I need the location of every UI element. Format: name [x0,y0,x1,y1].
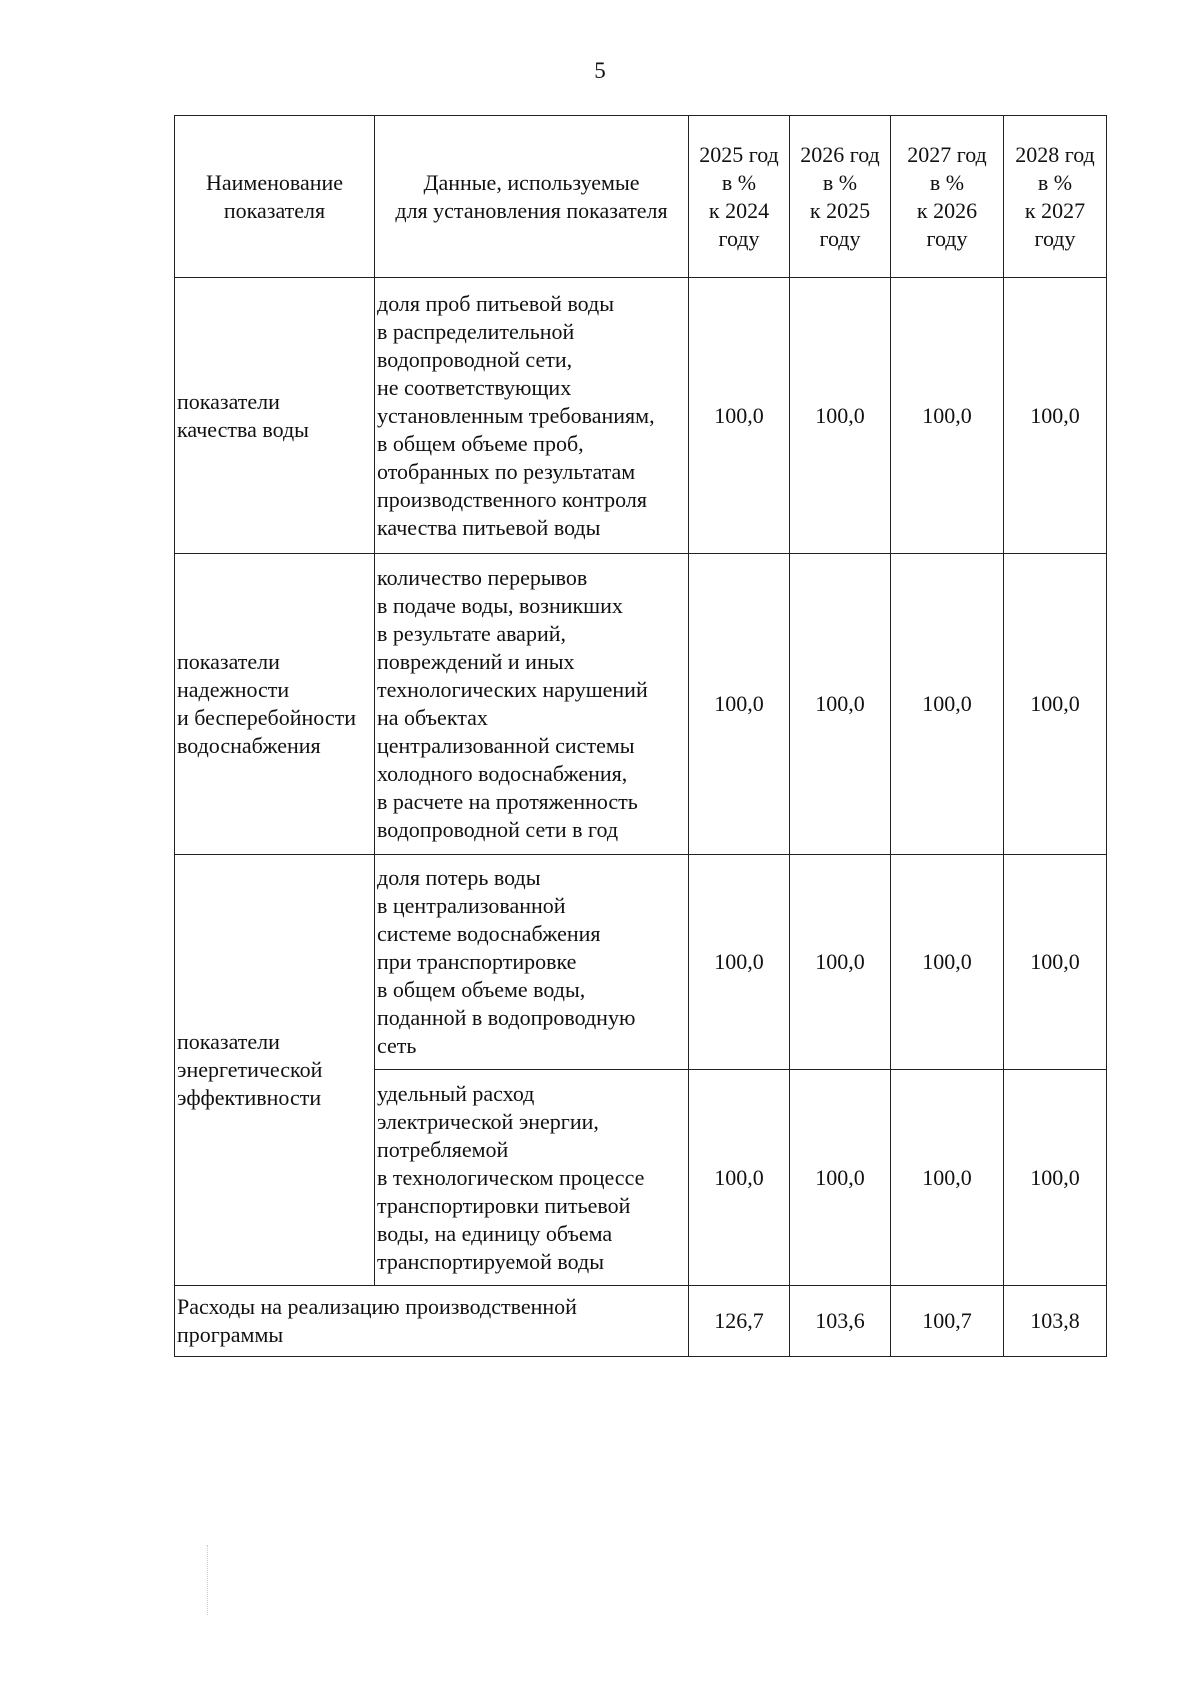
indicator-description: доля потерь воды в централизованной системе водоснабжения при транспортировке в общем объеме воды, поданной в водопроводную сеть [375,855,689,1070]
value-2027: 100,0 [891,855,1004,1070]
value-2026: 100,0 [790,1070,891,1286]
value-2026: 100,0 [790,855,891,1070]
indicator-description: удельный расход электрической энергии, потребляемой в технологическом процессе транспортировки питьевой воды, на единицу объема транспортируемой воды [375,1070,689,1286]
table-total-row [175,1286,1107,1357]
value-2025: 100,0 [689,554,790,855]
header-2028: 2028 год в % к 2027 году [1004,116,1107,278]
table-header-row [175,116,1107,278]
value-2027: 100,0 [891,278,1004,554]
value-2027: 100,0 [891,554,1004,855]
value-2028: 100,0 [1004,554,1107,855]
header-indicator-name: Наименование показателя [175,116,375,278]
value-2026: 100,0 [790,554,891,855]
indicators-table [174,115,1107,1357]
total-2027: 100,7 [891,1286,1004,1357]
total-2025: 126,7 [689,1286,790,1357]
value-2025: 100,0 [689,855,790,1070]
table-row [175,855,1107,1070]
value-2028: 100,0 [1004,855,1107,1070]
page-number: 5 [594,58,606,83]
header-2026: 2026 год в % к 2025 году [790,116,891,278]
total-2028: 103,8 [1004,1286,1107,1357]
scan-artifact [207,1545,209,1615]
indicator-description: доля проб питьевой воды в распределительной водопроводной сети, не соответствующих установленным требованиям, в общем объеме проб, отобранных по результатам производственного контроля качества питьевой воды [375,278,689,554]
total-2026: 103,6 [790,1286,891,1357]
table-row [175,278,1107,554]
total-label: Расходы на реализацию производственной программы [175,1286,689,1357]
value-2025: 100,0 [689,1070,790,1286]
indicator-name: показатели качества воды [175,278,375,554]
value-2025: 100,0 [689,278,790,554]
indicator-name: показатели надежности и бесперебойности водоснабжения [175,554,375,855]
value-2028: 100,0 [1004,278,1107,554]
indicator-description: количество перерывов в подаче воды, возникших в результате аварий, повреждений и иных технологических нарушений на объектах централизованной системы холодного водоснабжения, в расчете на протяженность водопроводной сети в год [375,554,689,855]
header-2027: 2027 год в % к 2026 году [891,116,1004,278]
table-row [175,554,1107,855]
value-2027: 100,0 [891,1070,1004,1286]
value-2028: 100,0 [1004,1070,1107,1286]
value-2026: 100,0 [790,278,891,554]
header-2025: 2025 год в % к 2024 году [689,116,790,278]
indicator-name: показатели энергетической эффективности [175,855,375,1286]
header-data-used: Данные, используемые для установления показателя [375,116,689,278]
